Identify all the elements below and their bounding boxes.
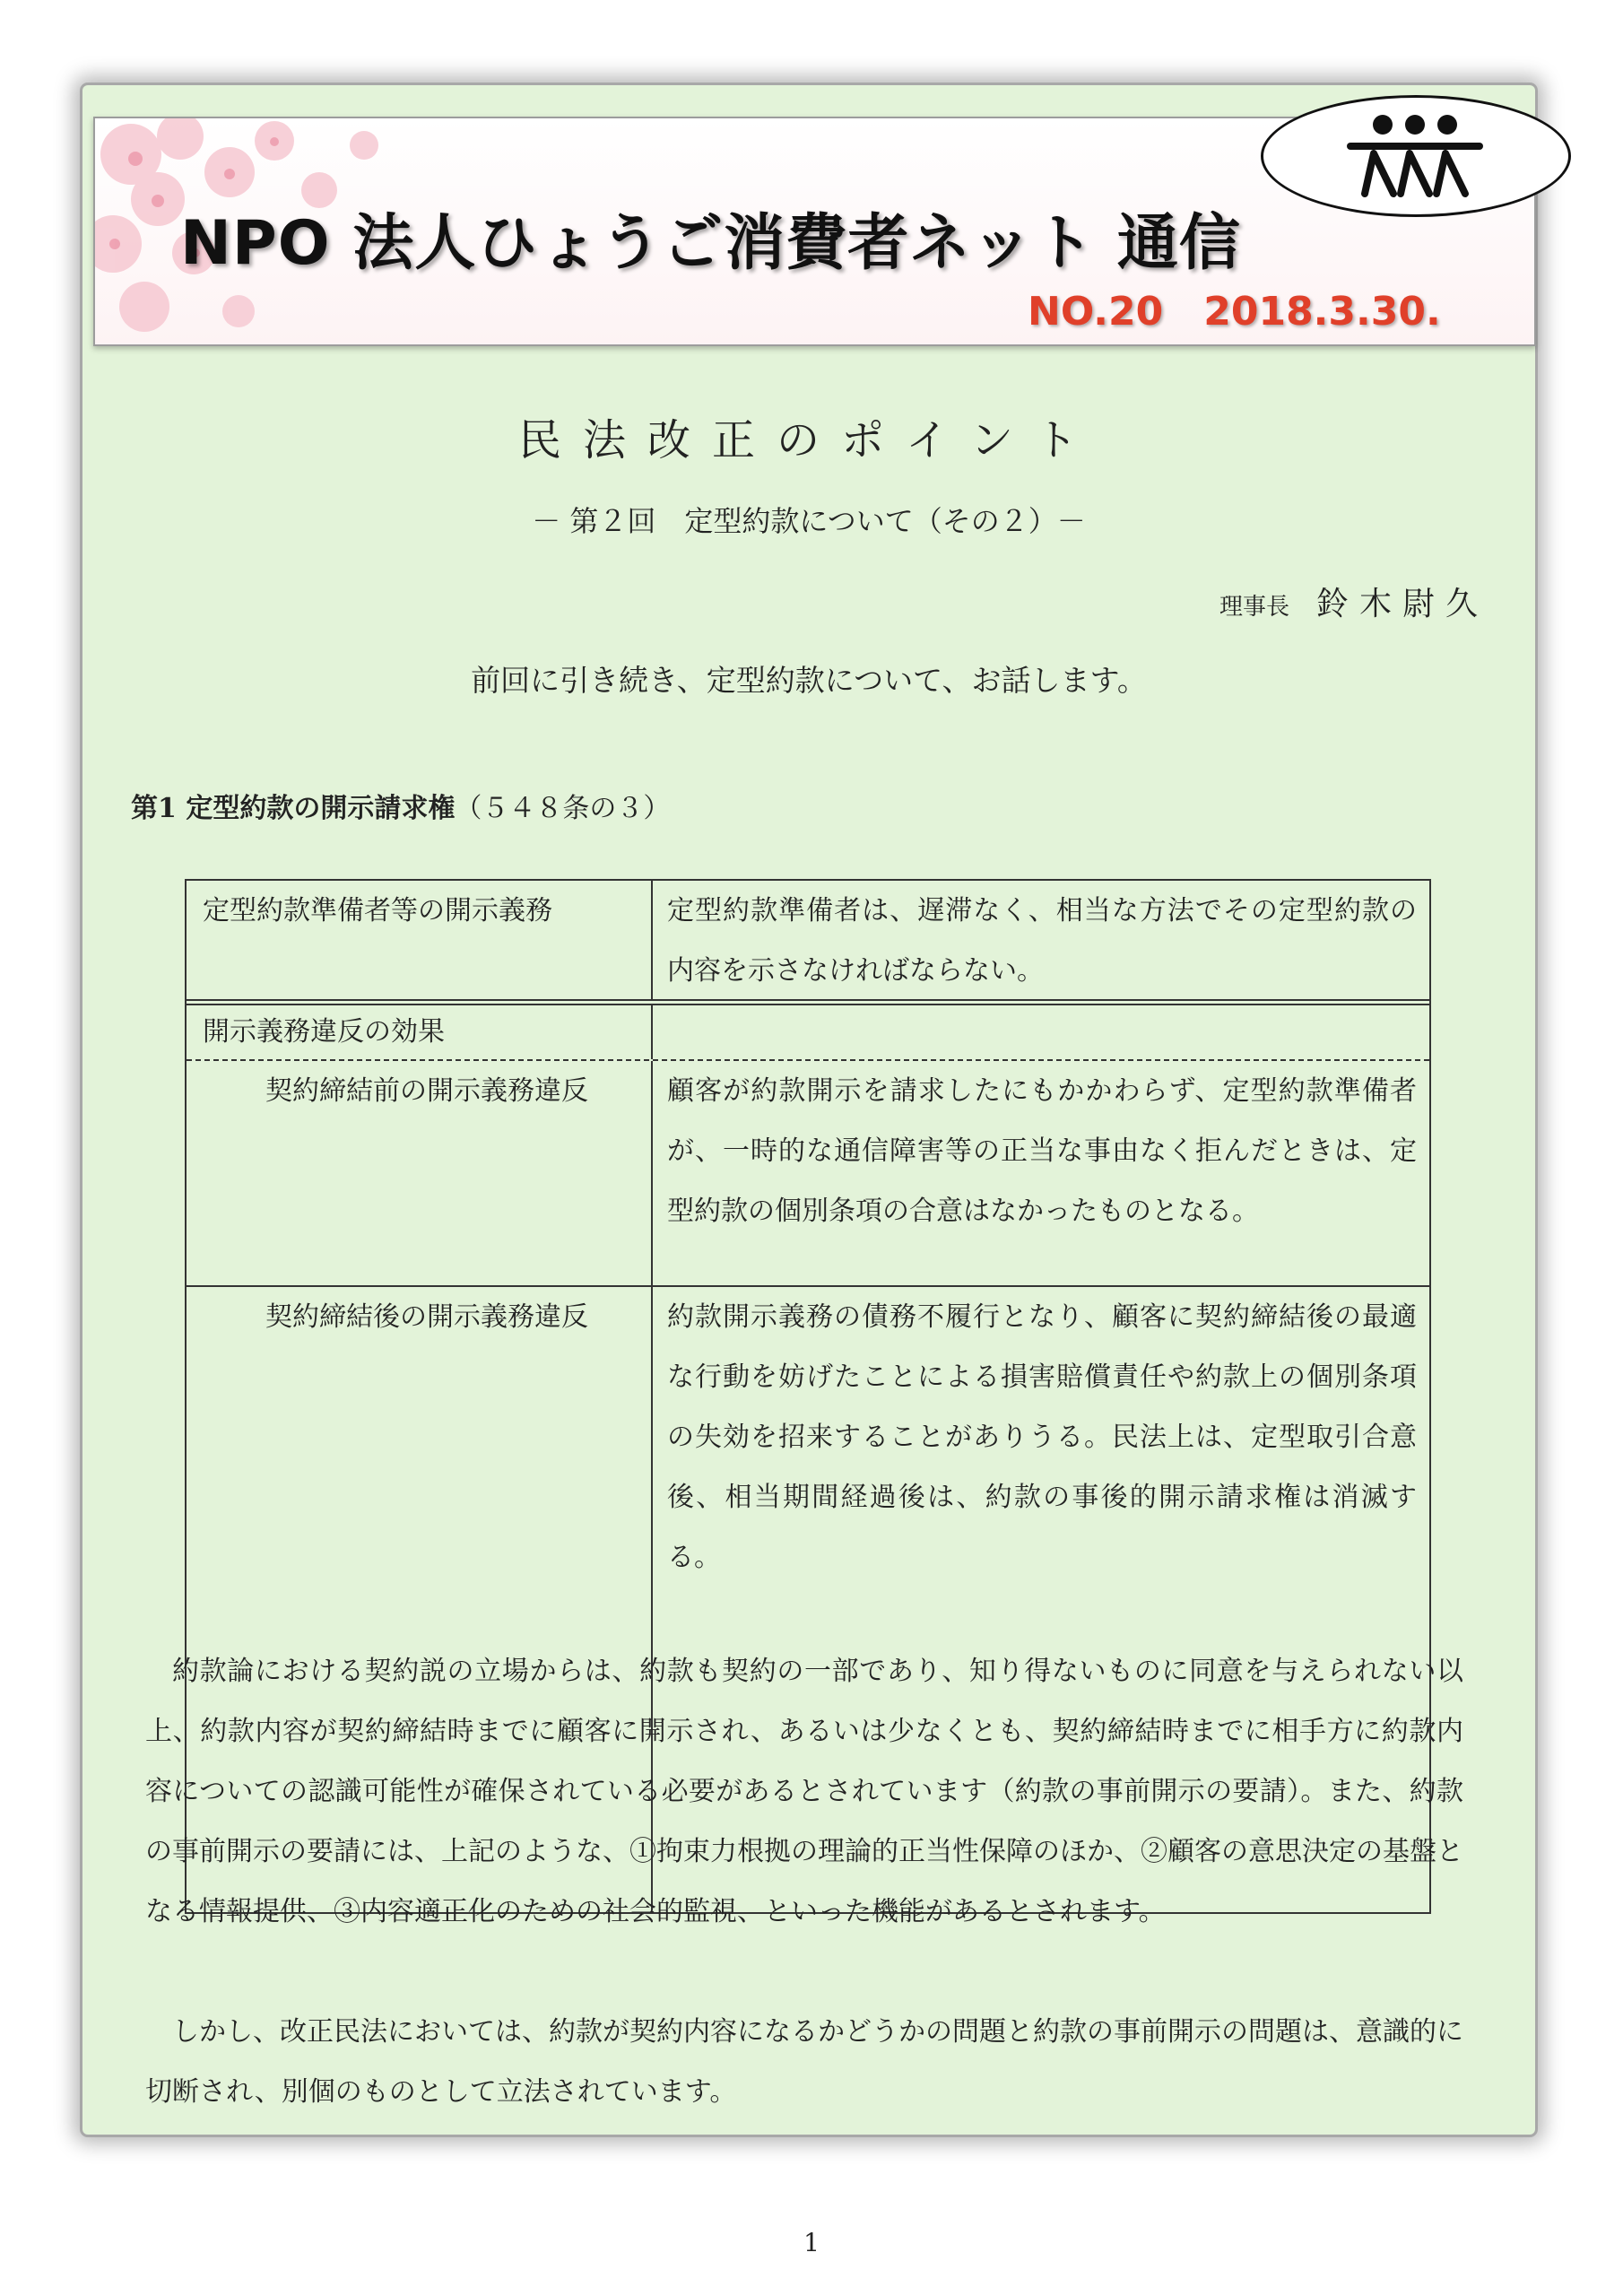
table-row-label: 開示義務違反の効果 <box>203 1016 445 1048</box>
table-row-label: 定型約款準備者等の開示義務 <box>203 895 552 926</box>
table-row-label: 契約締結前の開示義務違反 <box>265 1075 588 1107</box>
intro-text: 前回に引き続き、定型約款について、お話します。 <box>471 663 1147 698</box>
section-heading-text: 第1 定型約款の開示請求権 <box>131 793 456 824</box>
table-double-divider <box>187 999 1429 1005</box>
section-reference: （５４８条の３） <box>455 793 671 824</box>
page-number: 1 <box>803 2228 820 2257</box>
author-line <box>1219 578 1488 624</box>
table-row <box>187 881 1429 999</box>
three-people-logo-icon <box>1340 109 1492 203</box>
table-row <box>187 1061 1429 1285</box>
article-title: 民法改正のポイント <box>517 415 1099 465</box>
organization-logo <box>1261 95 1571 217</box>
issue-date: 2018.3.30. <box>1203 289 1441 335</box>
article-subtitle: － 第２回 定型約款について（その２）－ <box>532 504 1086 538</box>
newsletter-title: NPO 法人ひょうご消費者ネット 通信 <box>180 208 1241 279</box>
body-paragraph: しかし、改正民法においては、約款が契約内容になるかどうかの問題と約款の事前開示の問題は、意識的に切断され、別個のものとして立法されています。 <box>145 2016 1463 2108</box>
table-row-text: 約款開示義務の債務不履行となり、顧客に契約締結後の最適な行動を妨げたことによる損害賠償責任や約款上の個別条項の失効を招来することがありうる。民法上は、定型取引合意後、相当期間経過後は、約款の事後的開示請求権は消滅する。 <box>667 1301 1417 1573</box>
body-paragraph: 約款論における契約説の立場からは、約款も契約の一部であり、知り得ないものに同意を与えられない以上、約款内容が契約締結時までに顧客に開示され、あるいは少なくとも、契約締結時までに相手方に約款内容についての認識可能性が確保されている必要があるとされています（約款の事前開示の要請）。また、約款の事前開示の要請には、上記のような、①拘束力根拠の理論的正当性保障のほか、②顧客の意思決定の基盤となる情報提供、③内容適正化のための社会的監視、といった機能があるとされます。 <box>145 1656 1463 1927</box>
table-row-label: 契約締結後の開示義務違反 <box>265 1301 588 1333</box>
table-row-text: 定型約款準備者は、遅滞なく、相当な方法でその定型約款の内容を示さなければならない。 <box>667 895 1417 987</box>
author-role: 理事長 <box>1219 594 1289 621</box>
table-row-text: 顧客が約款開示を請求したにもかかわらず、定型約款準備者が、一時的な通信障害等の正当な事由なく拒んだときは、定型約款の個別条項の合意はなかったものとなる。 <box>667 1075 1417 1227</box>
section-heading <box>131 786 670 825</box>
author-name: 鈴木尉久 <box>1315 586 1488 622</box>
issue-number: NO.20 <box>1028 289 1164 335</box>
issue-info <box>1028 289 1441 335</box>
table-row <box>187 1005 1429 1059</box>
